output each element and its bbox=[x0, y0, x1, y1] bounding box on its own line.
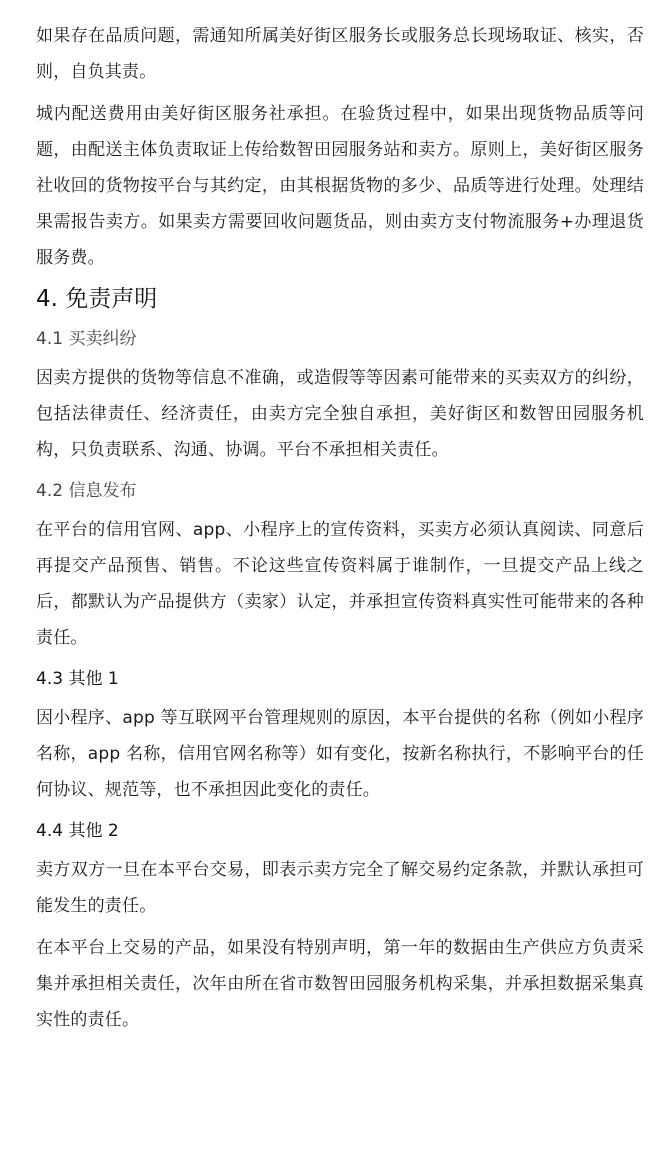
section-4-3-text: 因小程序、app 等互联网平台管理规则的原因，本平台提供的名称（例如小程序名称，app 名称，信用官网名称等）如有变化，按新名称执行，不影响平台的任何协议、规范等，也不承担因此变化的责任。 bbox=[36, 708, 644, 800]
section-4-2-title: 4.2 信息发布 bbox=[36, 481, 137, 501]
paragraph-quality-issue: 如果存在品质问题，需通知所属美好街区服务长或服务总长现场取证、核实，否则，自负其责。 bbox=[36, 26, 644, 82]
section-4-3-title: 4.3 其他 1 bbox=[36, 669, 119, 689]
section-4-1-title: 4.1 买卖纠纷 bbox=[36, 329, 137, 349]
section-4-4-title: 4.4 其他 2 bbox=[36, 821, 119, 841]
paragraph-delivery-fee: 城内配送费用由美好街区服务社承担。在验货过程中，如果出现货物品质等问题，由配送主体负责取证上传给数智田园服务站和卖方。原则上，美好街区服务社收回的货物按平台与其约定，由其根据货物的多少、品质等进行处理。处理结果需报告卖方。如果卖方需要回收问题货品，则由卖方支付物流服务+办理退货服务费。 bbox=[36, 104, 644, 268]
section-4-title: 4. 免责声明 bbox=[36, 286, 158, 312]
section-4-1-text: 因卖方提供的货物等信息不准确，或造假等等因素可能带来的买卖双方的纠纷，包括法律责任、经济责任，由卖方完全独自承担，美好街区和数智田园服务机构，只负责联系、沟通、协调。平台不承担相关责任。 bbox=[36, 368, 644, 460]
section-4-4-text-2: 在本平台上交易的产品，如果没有特别声明，第一年的数据由生产供应方负责采集并承担相关责任，次年由所在省市数智田园服务机构采集，并承担数据采集真实性的责任。 bbox=[36, 938, 644, 1030]
section-4-4-text-1: 卖方双方一旦在本平台交易，即表示卖方完全了解交易约定条款，并默认承担可能发生的责任。 bbox=[36, 860, 644, 916]
section-4-2-text: 在平台的信用官网、app、小程序上的宣传资料，买卖方必须认真阅读、同意后再提交产品预售、销售。不论这些宣传资料属于谁制作，一旦提交产品上线之后，都默认为产品提供方（卖家）认定，并承担宣传资料真实性可能带来的各种责任。 bbox=[36, 520, 644, 648]
